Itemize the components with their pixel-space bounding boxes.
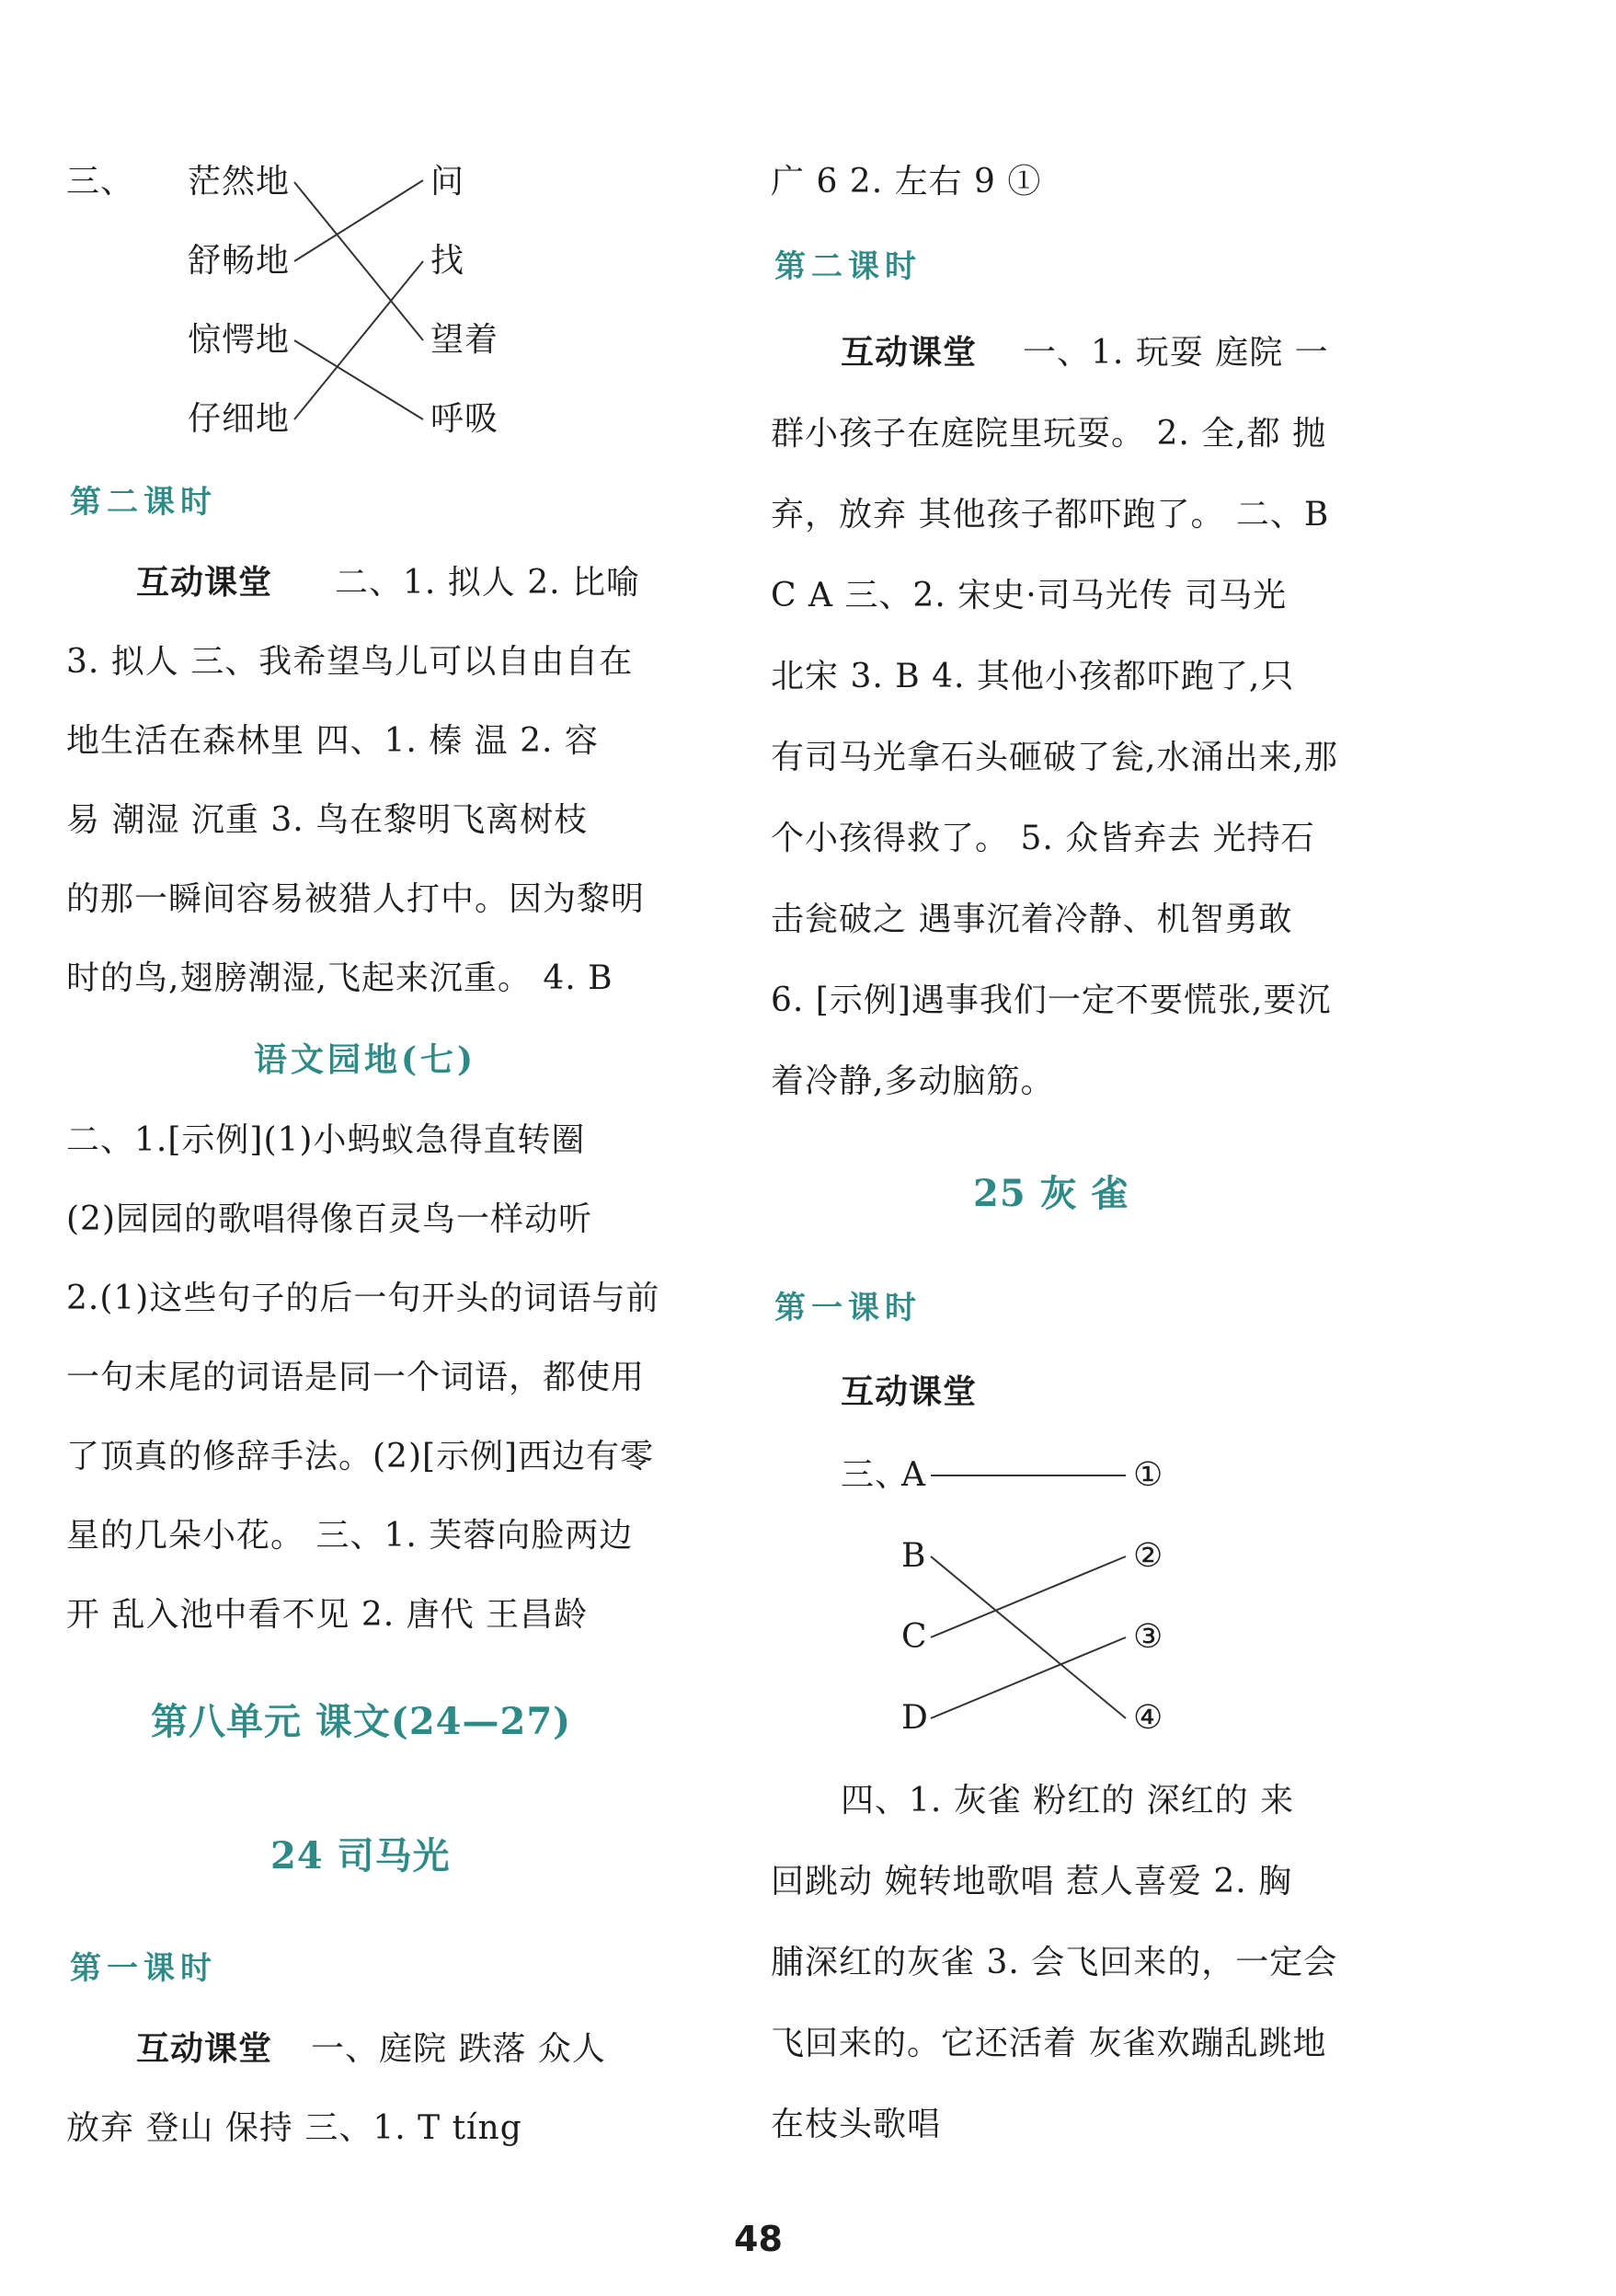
- match-letter: A: [901, 1456, 926, 1494]
- answer-line: 开 乱入池中看不见 2. 唐代 王昌龄: [66, 1596, 589, 1634]
- match-right-item: 问: [430, 163, 465, 201]
- answer-line: (2)园园的歌唱得像百灵鸟一样动听: [66, 1200, 592, 1238]
- answer-line: 脯深红的灰雀 3. 会飞回来的，一定会: [771, 1944, 1338, 1981]
- match-line: [294, 261, 423, 419]
- answer-line: 群小孩子在庭院里玩耍。 2. 全,都 抛: [771, 415, 1327, 453]
- answer-line: 回跳动 婉转地歌唱 惹人喜爱 2. 胸: [771, 1863, 1293, 1900]
- match-left-item: 茫然地: [188, 163, 291, 201]
- answer-line: 放弃 登山 保持 三、1. T tíng: [66, 2109, 522, 2147]
- answer-line: 了顶真的修辞手法。(2)[示例]西边有零: [66, 1438, 655, 1475]
- match-line: [294, 180, 423, 261]
- match-letter: C: [901, 1618, 928, 1656]
- lesson-24-title: 24 司马光: [270, 1834, 451, 1877]
- match-number: ④: [1133, 1699, 1164, 1737]
- answer-line: 一句末尾的词语是同一个词语，都使用: [66, 1359, 646, 1396]
- match-left-item: 仔细地: [188, 400, 291, 438]
- match-letter: B: [901, 1537, 927, 1575]
- answer-line: 北宋 3. B 4. 其他小孩都吓跑了,只: [771, 658, 1295, 695]
- match-right-item: 望着: [430, 321, 499, 359]
- answer-line: 击瓮破之 遇事沉着冷静、机智勇敢: [771, 901, 1293, 938]
- answer-line: 四、1. 灰雀 粉红的 深红的 来: [841, 1782, 1295, 1820]
- match-left-item: 舒畅地: [188, 242, 291, 280]
- lesson-title-1: 第一课时: [70, 1950, 217, 1987]
- hudong-label: 互动课堂: [136, 2030, 273, 2068]
- answer-line: 6. [示例]遇事我们一定不要慌张,要沉: [771, 982, 1332, 1019]
- page-number: 48: [734, 2219, 783, 2259]
- answer-line: 着冷静,多动脑筋。: [771, 1062, 1055, 1100]
- section-three-label: 三、: [841, 1456, 910, 1494]
- match-line: [294, 340, 423, 419]
- match-line: [931, 1556, 1126, 1637]
- yuwen-garden-title: 语文园地(七): [254, 1040, 477, 1079]
- hudong-label: 互动课堂: [841, 334, 978, 372]
- match-line: [931, 1637, 1126, 1718]
- match-letter: D: [901, 1699, 929, 1737]
- match-number: ③: [1133, 1618, 1164, 1656]
- answer-line: 飞回来的。它还活着 灰雀欢蹦乱跳地: [771, 2025, 1327, 2062]
- answer-line: 一、庭院 跌落 众人: [311, 2030, 606, 2068]
- answer-line: 一、1. 玩耍 庭院 一: [1023, 334, 1329, 372]
- answer-line: 广 6 2. 左右 9 ①: [771, 163, 1042, 201]
- answer-line: 易 潮湿 沉重 3. 鸟在黎明飞离树枝: [66, 801, 589, 839]
- match-right-item: 找: [430, 242, 465, 280]
- hudong-label: 互动课堂: [136, 564, 273, 602]
- answer-line: 星的几朵小花。 三、1. 芙蓉向脸两边: [66, 1517, 634, 1555]
- lesson-title-2: 第二课时: [774, 248, 922, 285]
- answer-line: 二、1. 拟人 2. 比喻: [335, 564, 641, 602]
- match-left-item: 惊愕地: [188, 321, 291, 359]
- answer-line: 弃，放弃 其他孩子都吓跑了。 二、B: [771, 496, 1330, 534]
- answer-line: 个小孩得救了。 5. 众皆弃去 光持石: [771, 820, 1315, 857]
- lesson-25-title: 25 灰 雀: [973, 1172, 1129, 1215]
- match-line: [294, 182, 423, 340]
- answer-line: C A 三、2. 宋史·司马光传 司马光: [771, 577, 1288, 614]
- answer-line: 地生活在森林里 四、1. 榛 温 2. 容: [66, 722, 599, 760]
- answer-line: 2.(1)这些句子的后一句开头的词语与前: [66, 1280, 660, 1317]
- hudong-label: 互动课堂: [841, 1373, 978, 1411]
- answer-line: 有司马光拿石头砸破了瓮,水涌出来,那: [771, 739, 1338, 776]
- lesson-title-1: 第一课时: [774, 1290, 922, 1326]
- answer-line: 时的鸟,翅膀潮湿,飞起来沉重。 4. B: [66, 959, 613, 997]
- match-right-item: 呼吸: [430, 400, 499, 438]
- match-number: ①: [1133, 1456, 1164, 1494]
- lesson-title-2: 第二课时: [70, 484, 217, 521]
- match-number: ②: [1133, 1537, 1164, 1575]
- answer-line: 3. 拟人 三、我希望鸟儿可以自由自在: [66, 643, 634, 681]
- unit-title: 第八单元 课文(24—27): [151, 1700, 572, 1743]
- answer-line: 的那一瞬间容易被猎人打中。因为黎明: [66, 880, 646, 918]
- answer-line: 二、1.[示例](1)小蚂蚁急得直转圈: [66, 1121, 586, 1159]
- match-line: [931, 1556, 1126, 1718]
- answer-line: 在枝头歌唱: [771, 2106, 942, 2143]
- section-three-label: 三、: [66, 163, 135, 201]
